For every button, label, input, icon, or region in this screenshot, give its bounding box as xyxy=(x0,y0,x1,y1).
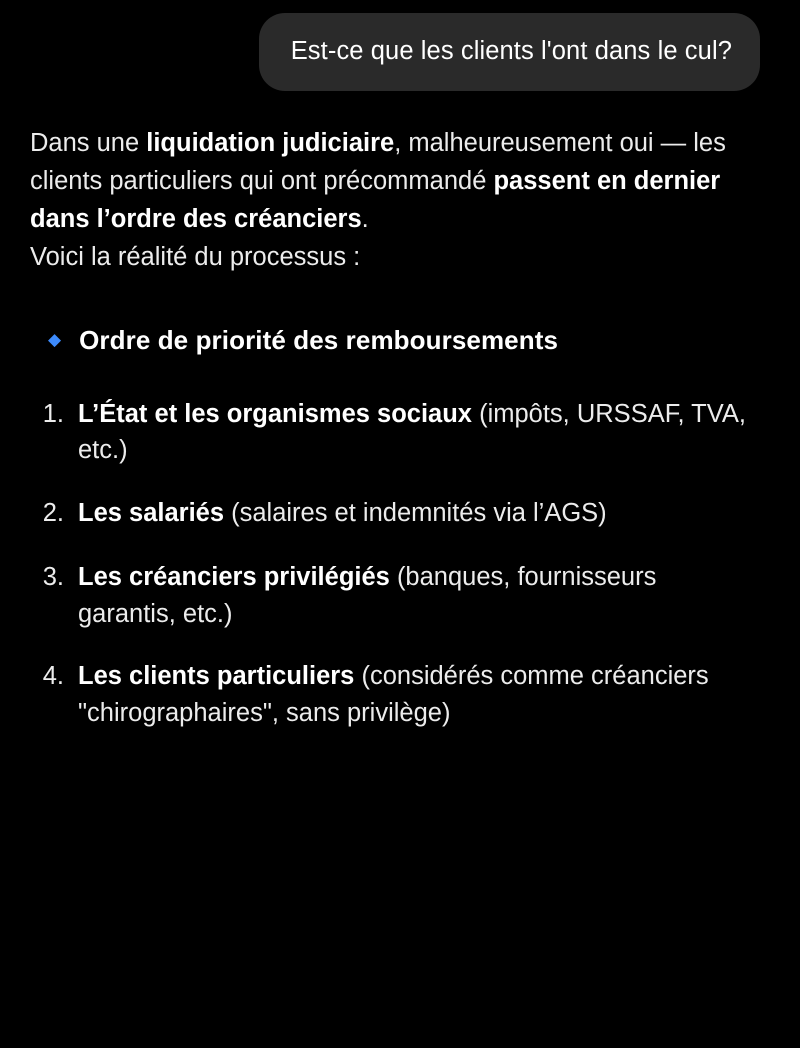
list-item-bold: L’État et les organismes sociaux xyxy=(78,399,472,428)
list-item-number: 4. xyxy=(42,662,64,691)
list-item-text xyxy=(78,658,750,731)
list-item-text xyxy=(78,495,607,532)
list-item-number: 3. xyxy=(42,562,64,591)
list-item-number: 1. xyxy=(42,399,64,428)
list-item-rest: (salaires et indemnités via l’AGS) xyxy=(224,499,607,528)
list-item-bold: Les clients particuliers xyxy=(78,662,355,691)
assistant-lead-in: Voici la réalité du processus : xyxy=(30,243,361,272)
list-item-rest: (considérés comme créanciers "chirographaires", sans privilège) xyxy=(78,662,709,727)
list-item xyxy=(30,559,770,632)
intro-text-3: . xyxy=(361,204,369,233)
intro-text-1: Dans une xyxy=(30,129,147,158)
intro-bold-liquidation: liquidation judiciaire xyxy=(146,129,395,158)
list-item-number: 2. xyxy=(42,499,64,528)
list-item-bold: Les créanciers privilégiés xyxy=(78,562,390,591)
list-item-bold: Les salariés xyxy=(78,499,225,528)
section-heading-row xyxy=(48,321,770,359)
list-item-rest: (impôts, URSSAF, TVA, etc.) xyxy=(78,399,746,465)
list-item xyxy=(30,396,770,469)
diamond-bullet-icon: ◆ xyxy=(48,330,62,350)
list-item xyxy=(30,495,770,533)
list-item-text xyxy=(78,396,750,469)
user-message-bubble[interactable]: Est-ce que les clients l'ont dans le cul? xyxy=(259,13,760,91)
assistant-message xyxy=(0,91,800,731)
list-item-rest: (banques, fournisseurs garantis, etc.) xyxy=(78,562,657,628)
list-item xyxy=(30,658,770,731)
assistant-intro-paragraph xyxy=(30,125,770,238)
priority-list xyxy=(30,396,770,732)
section-heading-label: Ordre de priorité des remboursements xyxy=(79,325,559,356)
intro-text-2: , malheureusement oui — les clients particuliers qui ont précommandé xyxy=(30,129,726,195)
user-message-row xyxy=(0,0,800,91)
intro-bold-ordre-creanciers: passent en dernier dans l’ordre des créanciers xyxy=(30,166,721,233)
list-item-text xyxy=(78,559,750,632)
